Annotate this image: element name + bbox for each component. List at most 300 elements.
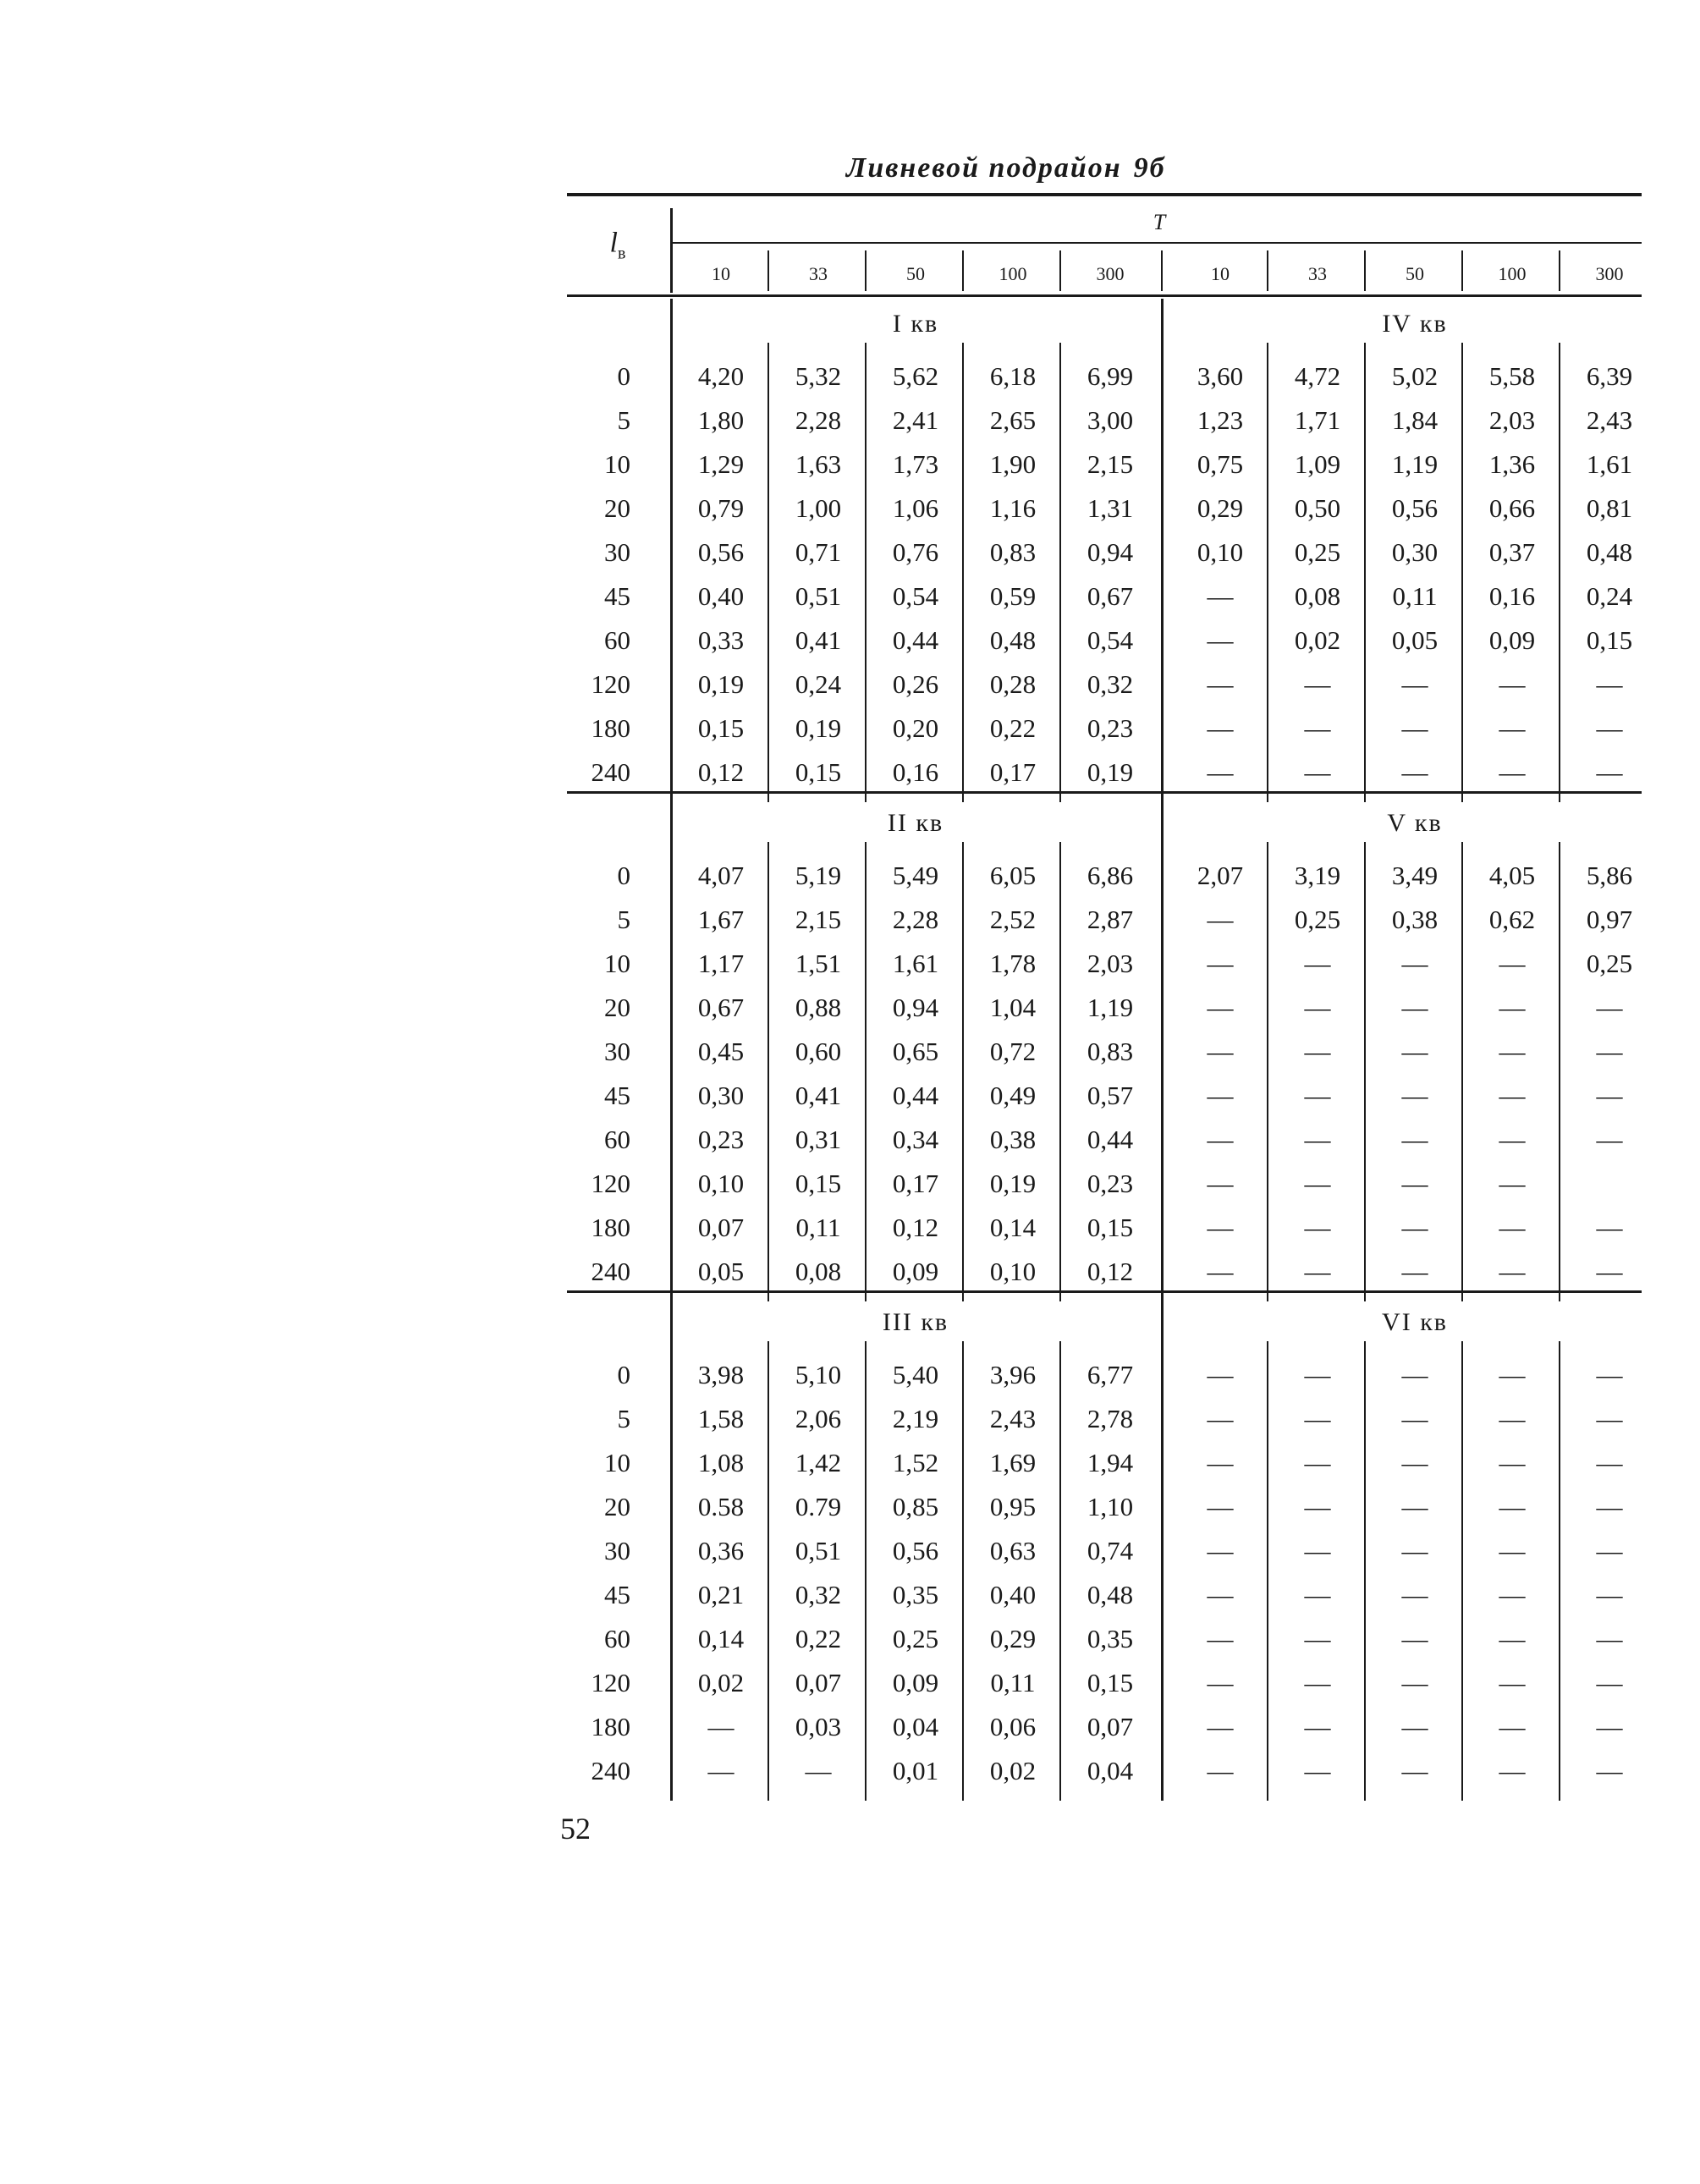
- table-cell: 1,19: [1087, 993, 1134, 1022]
- row-label-l-5: 5: [617, 905, 630, 934]
- table-cell: —: [1207, 1404, 1234, 1433]
- value-col-divider: [962, 343, 964, 802]
- table-cell: —: [1401, 993, 1428, 1022]
- block-separator-rule: [567, 1290, 1642, 1293]
- table-cell: 0,56: [697, 537, 745, 567]
- value-col-divider: [767, 343, 769, 802]
- table-title: [846, 152, 1354, 184]
- table-cell: —: [1401, 1125, 1428, 1154]
- table-cell: 0,24: [795, 669, 842, 699]
- value-col-divider: [962, 1341, 964, 1801]
- table-cell: —: [1499, 993, 1526, 1022]
- table-cell: 0,75: [1197, 449, 1244, 479]
- table-cell: —: [1304, 1404, 1331, 1433]
- table-cell: 6,86: [1087, 861, 1134, 890]
- table-cell: —: [1207, 1169, 1234, 1198]
- row-label-l-30: 30: [604, 537, 630, 567]
- table-cell: 0,59: [989, 581, 1037, 611]
- table-cell: 0,34: [892, 1125, 939, 1154]
- header-col-divider: [1364, 250, 1366, 291]
- value-col-divider: [767, 1341, 769, 1801]
- table-cell: 0,48: [989, 625, 1037, 655]
- table-cell: 0,11: [1392, 581, 1438, 611]
- table-cell: 0,57: [1087, 1081, 1134, 1110]
- table-cell: —: [1596, 993, 1623, 1022]
- value-col-divider: [1267, 842, 1268, 1301]
- group-label-4: V кв: [1387, 809, 1443, 837]
- row-label-l-120: 120: [591, 1668, 630, 1697]
- table-cell: —: [1499, 1360, 1526, 1389]
- table-cell: —: [1304, 1492, 1331, 1521]
- table-cell: 2,15: [1087, 449, 1134, 479]
- row-label-l-0: 0: [617, 361, 630, 391]
- table-cell: —: [1207, 1448, 1234, 1477]
- group-label-6: VI кв: [1382, 1308, 1448, 1336]
- table-cell: 0,05: [697, 1257, 745, 1286]
- table-cell: 0,23: [1087, 713, 1134, 743]
- rainfall-table: [567, 193, 1650, 1801]
- header-bottom-rule: [567, 294, 1642, 297]
- table-cell: 0,51: [795, 1536, 842, 1565]
- table-cell: 0,81: [1586, 493, 1633, 523]
- table-cell: —: [1401, 1712, 1428, 1741]
- table-cell: 0,41: [795, 625, 842, 655]
- table-cell: 0,15: [697, 713, 745, 743]
- header-col-divider: [1161, 250, 1163, 291]
- table-cell: 0,16: [1488, 581, 1536, 611]
- table-cell: 0,28: [989, 669, 1037, 699]
- table-cell: 1,09: [1294, 449, 1341, 479]
- table-cell: —: [1499, 1536, 1526, 1565]
- block-half-divider: [1161, 798, 1164, 1301]
- table-cell: 0.79: [795, 1492, 842, 1521]
- table-cell: —: [1304, 1360, 1331, 1389]
- table-cell: 0,44: [1087, 1125, 1134, 1154]
- value-col-divider: [1559, 343, 1560, 802]
- table-cell: —: [1304, 1712, 1331, 1741]
- row-header-l: $l_в$: [609, 227, 626, 263]
- table-cell: 0,17: [892, 1169, 939, 1198]
- table-cell: 0,02: [989, 1756, 1037, 1785]
- table-cell: —: [1499, 1580, 1526, 1609]
- table-cell: 0,07: [697, 1213, 745, 1242]
- column-header-t-33: 33: [809, 263, 828, 284]
- table-cell: 0,02: [1294, 625, 1341, 655]
- table-cell: 1,36: [1488, 449, 1536, 479]
- table-cell: 4,72: [1294, 361, 1341, 391]
- table-cell: —: [1207, 1580, 1234, 1609]
- table-cell: 0,10: [989, 1257, 1037, 1286]
- table-cell: 0,56: [892, 1536, 939, 1565]
- table-cell: 2,41: [892, 405, 939, 435]
- table-cell: —: [1304, 1624, 1331, 1653]
- table-cell: —: [1401, 1037, 1428, 1066]
- table-cell: —: [1401, 1448, 1428, 1477]
- value-col-divider: [1461, 343, 1463, 802]
- table-cell: 1,63: [795, 449, 842, 479]
- table-cell: 0,62: [1488, 905, 1536, 934]
- table-cell: —: [1304, 1756, 1331, 1785]
- table-cell: 0,23: [1087, 1169, 1134, 1198]
- header-sub-rule: [670, 242, 1642, 244]
- block-half-divider: [1161, 1297, 1164, 1801]
- table-cell: —: [1499, 949, 1526, 978]
- table-cell: 0,10: [697, 1169, 745, 1198]
- table-cell: 0,06: [989, 1712, 1037, 1741]
- table-cell: —: [1401, 949, 1428, 978]
- table-cell: —: [1401, 1360, 1428, 1389]
- group-label-2: IV кв: [1382, 310, 1448, 338]
- table-cell: 2,87: [1087, 905, 1134, 934]
- column-header-t-10: 10: [712, 263, 730, 284]
- block-half-divider: [1161, 299, 1164, 802]
- table-cell: 5,40: [892, 1360, 939, 1389]
- table-cell: 0,66: [1488, 493, 1536, 523]
- table-cell: 1,78: [989, 949, 1037, 978]
- table-cell: —: [1499, 1081, 1526, 1110]
- table-cell: 0,35: [1087, 1624, 1134, 1653]
- table-cell: —: [1401, 1536, 1428, 1565]
- table-cell: —: [1304, 669, 1331, 699]
- table-cell: 0,09: [892, 1257, 939, 1286]
- table-cell: —: [1401, 1580, 1428, 1609]
- table-cell: —: [1207, 905, 1234, 934]
- table-cell: 5,02: [1391, 361, 1439, 391]
- table-cell: 0,54: [892, 581, 939, 611]
- value-col-divider: [767, 842, 769, 1301]
- table-cell: 1,16: [989, 493, 1037, 523]
- table-cell: 1,67: [697, 905, 745, 934]
- block-stub-divider: [670, 1297, 673, 1801]
- table-cell: 0,31: [795, 1125, 842, 1154]
- row-label-l-180: 180: [591, 1712, 630, 1741]
- table-cell: 0,38: [989, 1125, 1037, 1154]
- table-cell: —: [1596, 1492, 1623, 1521]
- table-cell: 0,95: [989, 1492, 1037, 1521]
- table-cell: 0,19: [1087, 757, 1134, 787]
- table-cell: 1,73: [892, 449, 939, 479]
- table-cell: —: [1401, 1081, 1428, 1110]
- table-cell: 0,25: [1294, 537, 1341, 567]
- table-cell: 1,04: [989, 993, 1037, 1022]
- table-cell: 2,43: [989, 1404, 1037, 1433]
- table-cell: 1,80: [697, 405, 745, 435]
- table-cell: —: [1401, 1257, 1428, 1286]
- table-cell: 0,67: [697, 993, 745, 1022]
- table-cell: —: [1207, 1624, 1234, 1653]
- table-cell: 0,14: [697, 1624, 745, 1653]
- table-cell: —: [1596, 1081, 1623, 1110]
- table-cell: 0,37: [1488, 537, 1536, 567]
- table-cell: —: [1499, 1624, 1526, 1653]
- value-col-divider: [1461, 842, 1463, 1301]
- table-cell: 0,94: [892, 993, 939, 1022]
- row-label-l-45: 45: [604, 1580, 630, 1609]
- table-cell: 0,40: [697, 581, 745, 611]
- table-cell: 6,39: [1586, 361, 1633, 391]
- table-cell: —: [1207, 1081, 1234, 1110]
- table-cell: 5,10: [795, 1360, 842, 1389]
- table-cell: 0,48: [1087, 1580, 1134, 1609]
- table-cell: 1,17: [697, 949, 745, 978]
- value-col-divider: [1267, 343, 1268, 802]
- table-cell: —: [1499, 1404, 1526, 1433]
- table-cell: 2,28: [892, 905, 939, 934]
- table-cell: —: [1596, 1257, 1623, 1286]
- row-label-l-180: 180: [591, 1213, 630, 1242]
- table-cell: —: [1304, 1257, 1331, 1286]
- table-cell: —: [1207, 993, 1234, 1022]
- table-cell: —: [1304, 1037, 1331, 1066]
- table-cell: 0,44: [892, 1081, 939, 1110]
- table-cell: —: [1207, 1360, 1234, 1389]
- table-cell: —: [1207, 1037, 1234, 1066]
- table-cell: —: [1207, 949, 1234, 978]
- row-label-l-20: 20: [604, 993, 630, 1022]
- table-cell: —: [1401, 713, 1428, 743]
- table-cell: 0,40: [989, 1580, 1037, 1609]
- table-cell: 0,04: [892, 1712, 939, 1741]
- table-cell: 0,97: [1586, 905, 1633, 934]
- table-cell: —: [1499, 1125, 1526, 1154]
- table-cell: —: [1596, 1756, 1623, 1785]
- table-cell: 0,15: [795, 757, 842, 787]
- table-cell: —: [1207, 625, 1234, 655]
- table-cell: 5,49: [892, 861, 939, 890]
- table-cell: 0,25: [1586, 949, 1633, 978]
- column-header-t-33: 33: [1308, 263, 1327, 284]
- table-cell: 6,99: [1087, 361, 1134, 391]
- table-cell: 0,09: [1488, 625, 1536, 655]
- table-cell: 0,45: [697, 1037, 745, 1066]
- table-cell: —: [1596, 1125, 1623, 1154]
- table-cell: 3,49: [1391, 861, 1439, 890]
- table-cell: —: [1304, 713, 1331, 743]
- table-cell: 2,43: [1586, 405, 1633, 435]
- row-label-l-60: 60: [604, 1125, 630, 1154]
- table-cell: —: [1499, 1492, 1526, 1521]
- header-stub-divider: [670, 208, 673, 293]
- table-cell: 0,25: [892, 1624, 939, 1653]
- table-cell: —: [1596, 1580, 1623, 1609]
- value-col-divider: [962, 842, 964, 1301]
- value-col-divider: [1059, 842, 1061, 1301]
- table-cell: 0,23: [697, 1125, 745, 1154]
- table-cell: —: [1596, 757, 1623, 787]
- table-cell: 5,62: [892, 361, 939, 391]
- table-cell: 1,58: [697, 1404, 745, 1433]
- table-cell: —: [1207, 1213, 1234, 1242]
- table-cell: 0,05: [1391, 625, 1439, 655]
- value-col-divider: [1267, 1341, 1268, 1801]
- top-rule: [567, 193, 1642, 196]
- row-label-l-20: 20: [604, 493, 630, 523]
- table-cell: —: [1304, 1125, 1331, 1154]
- table-cell: 0,36: [697, 1536, 745, 1565]
- table-cell: 2,78: [1087, 1404, 1134, 1433]
- table-cell: —: [1499, 1756, 1526, 1785]
- table-cell: —: [1596, 1624, 1623, 1653]
- value-col-divider: [865, 842, 867, 1301]
- table-cell: 0,30: [697, 1081, 745, 1110]
- table-cell: —: [1401, 1404, 1428, 1433]
- table-cell: 5,86: [1586, 861, 1633, 890]
- row-label-l-10: 10: [604, 449, 630, 479]
- table-cell: 0,72: [989, 1037, 1037, 1066]
- table-cell: 1,31: [1087, 493, 1134, 523]
- table-cell: —: [1304, 1213, 1331, 1242]
- table-cell: —: [805, 1756, 832, 1785]
- table-cell: 3,00: [1087, 405, 1134, 435]
- table-cell: 1,00: [795, 493, 842, 523]
- table-cell: 0,67: [1087, 581, 1134, 611]
- row-label-l-0: 0: [617, 861, 630, 890]
- row-label-l-5: 5: [617, 1404, 630, 1433]
- table-cell: 0,71: [795, 537, 842, 567]
- table-cell: —: [1207, 1712, 1234, 1741]
- table-cell: 0,04: [1087, 1756, 1134, 1785]
- table-cell: 0,09: [892, 1668, 939, 1697]
- table-cell: 5,32: [795, 361, 842, 391]
- table-cell: —: [1499, 757, 1526, 787]
- header-col-divider: [767, 250, 769, 291]
- block-stub-divider: [670, 798, 673, 1301]
- table-cell: 2,07: [1197, 861, 1244, 890]
- value-col-divider: [865, 1341, 867, 1801]
- table-cell: 2,03: [1087, 949, 1134, 978]
- table-cell: —: [1304, 1169, 1331, 1198]
- table-cell: 0,24: [1586, 581, 1633, 611]
- column-header-t-10: 10: [1211, 263, 1230, 284]
- row-label-l-30: 30: [604, 1037, 630, 1066]
- table-cell: 1,90: [989, 449, 1037, 479]
- table-cell: 1,19: [1391, 449, 1439, 479]
- table-cell: 0,16: [892, 757, 939, 787]
- row-label-l-10: 10: [604, 949, 630, 978]
- row-label-l-10: 10: [604, 1448, 630, 1477]
- table-cell: 2,28: [795, 405, 842, 435]
- table-cell: 0,03: [795, 1712, 842, 1741]
- table-cell: 0.58: [697, 1492, 745, 1521]
- table-cell: —: [1499, 1169, 1526, 1198]
- table-cell: 0,07: [795, 1668, 842, 1697]
- column-header-t-100: 100: [1498, 263, 1527, 284]
- table-cell: 0,29: [989, 1624, 1037, 1653]
- table-cell: 0,51: [795, 581, 842, 611]
- column-header-t-50: 50: [1406, 263, 1424, 284]
- row-label-l-20: 20: [604, 1492, 630, 1521]
- row-label-l-0: 0: [617, 1360, 630, 1389]
- table-cell: 0,15: [1087, 1213, 1134, 1242]
- table-cell: 0,15: [1586, 625, 1633, 655]
- table-cell: 0,12: [1087, 1257, 1134, 1286]
- table-cell: —: [1401, 1668, 1428, 1697]
- table-cell: 2,15: [795, 905, 842, 934]
- table-cell: 0,35: [892, 1580, 939, 1609]
- table-cell: 2,65: [989, 405, 1037, 435]
- header-col-divider: [865, 250, 867, 291]
- table-cell: —: [1207, 1536, 1234, 1565]
- row-label-l-240: 240: [591, 1257, 630, 1286]
- table-cell: 3,98: [697, 1360, 745, 1389]
- table-cell: —: [1596, 1037, 1623, 1066]
- row-label-l-45: 45: [604, 1081, 630, 1110]
- value-col-divider: [865, 343, 867, 802]
- table-cell: 0,50: [1294, 493, 1341, 523]
- table-cell: —: [1304, 1081, 1331, 1110]
- table-cell: 0,83: [989, 537, 1037, 567]
- table-cell: —: [1401, 1624, 1428, 1653]
- row-label-l-60: 60: [604, 1624, 630, 1653]
- table-cell: 0,32: [795, 1580, 842, 1609]
- table-cell: 0,10: [1197, 537, 1244, 567]
- table-cell: —: [1304, 1668, 1331, 1697]
- table-cell: —: [1499, 1257, 1526, 1286]
- row-label-l-60: 60: [604, 625, 630, 655]
- table-cell: 0,21: [697, 1580, 745, 1609]
- table-cell: 0,60: [795, 1037, 842, 1066]
- value-col-divider: [1364, 1341, 1366, 1801]
- table-cell: 6,18: [989, 361, 1037, 391]
- column-header-t-300: 300: [1595, 263, 1624, 284]
- table-cell: —: [707, 1712, 734, 1741]
- table-cell: 0,14: [989, 1213, 1037, 1242]
- row-label-l-240: 240: [591, 757, 630, 787]
- table-cell: 0,07: [1087, 1712, 1134, 1741]
- table-cell: —: [1499, 1712, 1526, 1741]
- table-cell: 3,19: [1294, 861, 1341, 890]
- table-cell: —: [1401, 757, 1428, 787]
- table-cell: 1,94: [1087, 1448, 1134, 1477]
- table-cell: 0,41: [795, 1081, 842, 1110]
- value-col-divider: [1559, 842, 1560, 1301]
- table-cell: 0,38: [1391, 905, 1439, 934]
- table-cell: 1,06: [892, 493, 939, 523]
- table-cell: —: [1401, 1492, 1428, 1521]
- table-cell: —: [1401, 669, 1428, 699]
- block-separator-rule: [567, 791, 1642, 794]
- table-cell: —: [1596, 1360, 1623, 1389]
- table-cell: 1,42: [795, 1448, 842, 1477]
- table-cell: 5,19: [795, 861, 842, 890]
- group-label-3: II кв: [887, 809, 944, 837]
- table-cell: 1,61: [892, 949, 939, 978]
- table-cell: 1,29: [697, 449, 745, 479]
- header-col-divider: [962, 250, 964, 291]
- table-cell: 0,11: [990, 1668, 1036, 1697]
- row-label-l-30: 30: [604, 1536, 630, 1565]
- table-cell: —: [1499, 1037, 1526, 1066]
- table-cell: —: [1304, 1448, 1331, 1477]
- table-cell: 0,85: [892, 1492, 939, 1521]
- row-label-l-45: 45: [604, 581, 630, 611]
- row-label-l-5: 5: [617, 405, 630, 435]
- table-cell: —: [1304, 1580, 1331, 1609]
- table-cell: 0,17: [989, 757, 1037, 787]
- table-cell: —: [1596, 1448, 1623, 1477]
- table-cell: —: [1207, 1668, 1234, 1697]
- table-cell: 0,12: [892, 1213, 939, 1242]
- table-cell: 4,07: [697, 861, 745, 890]
- table-cell: —: [1304, 1536, 1331, 1565]
- table-cell: 0,32: [1087, 669, 1134, 699]
- table-cell: 0,63: [989, 1536, 1037, 1565]
- value-col-divider: [1059, 1341, 1061, 1801]
- table-cell: —: [1499, 669, 1526, 699]
- table-cell: 1,71: [1294, 405, 1341, 435]
- value-col-divider: [1364, 343, 1366, 802]
- table-cell: 0,33: [697, 625, 745, 655]
